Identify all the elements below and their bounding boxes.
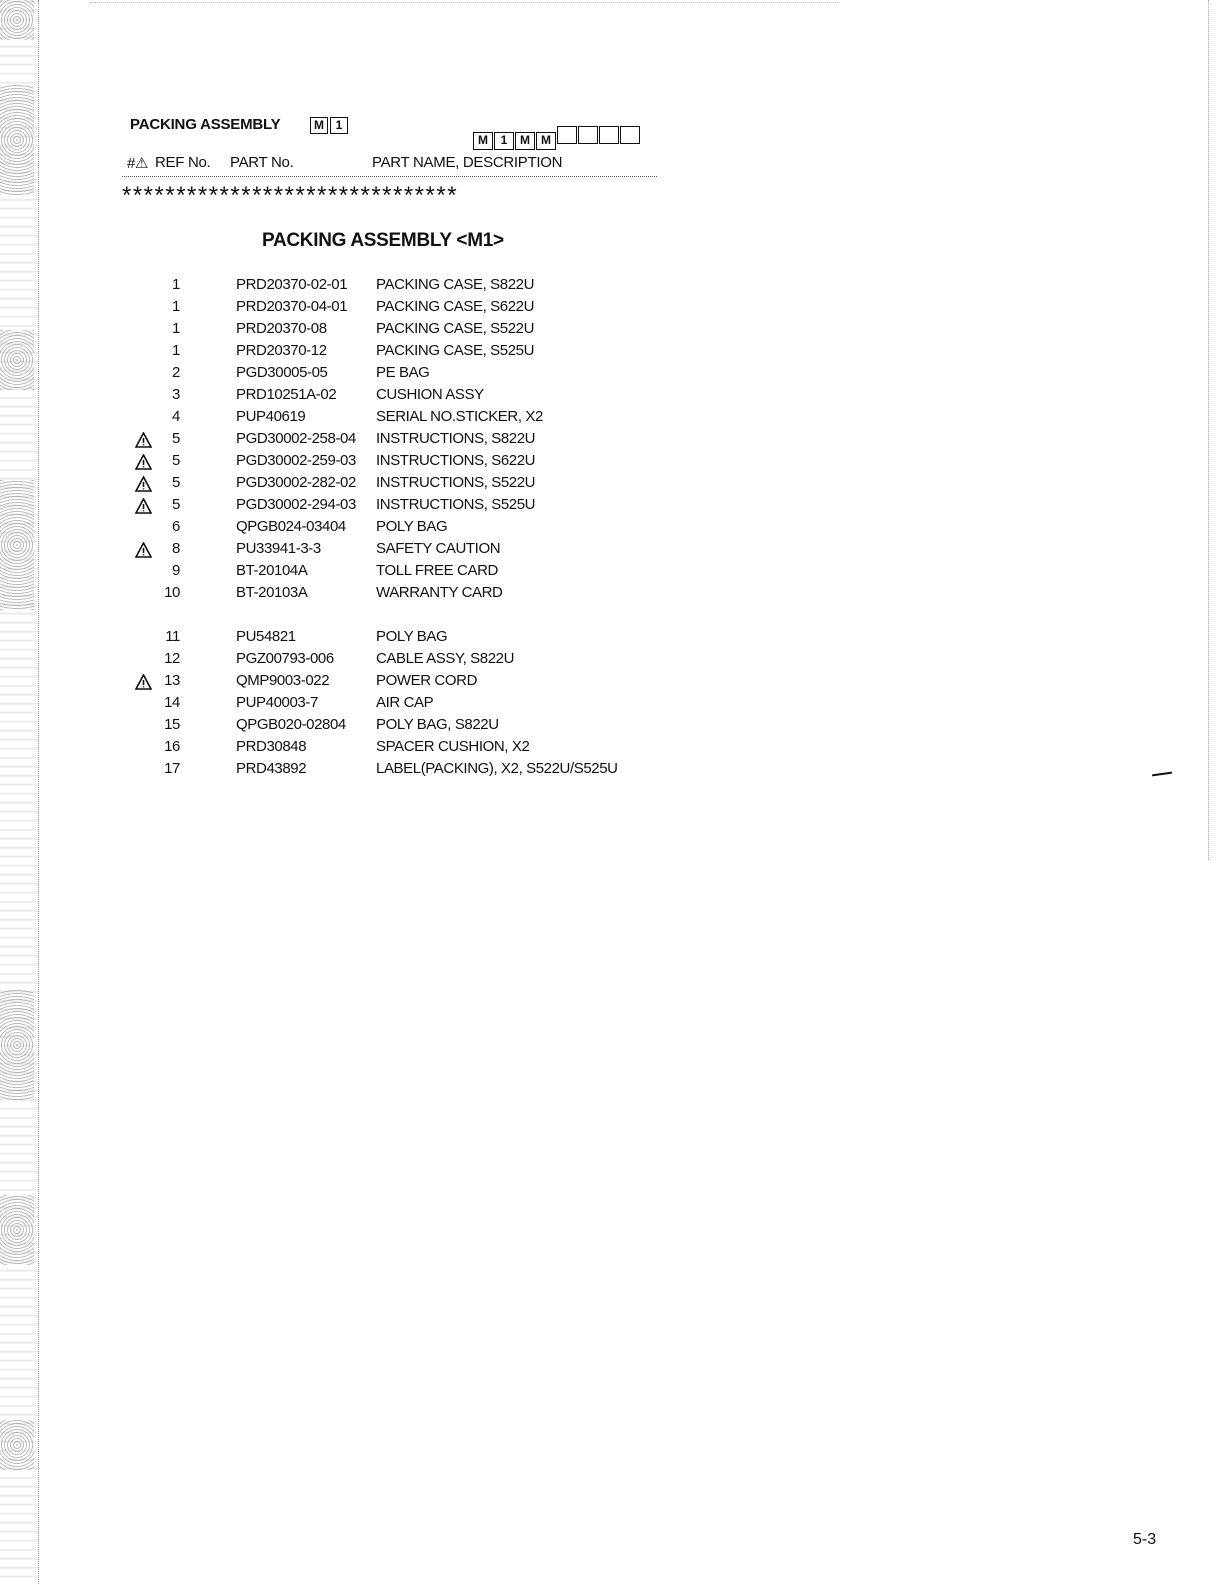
- code-box: M: [515, 132, 535, 150]
- part-number: PU54821: [236, 628, 296, 645]
- asterisk-separator: *******************************: [122, 182, 459, 209]
- part-number: QPGB024-03404: [236, 518, 346, 535]
- parts-row: [0, 540, 700, 562]
- parts-row: [0, 364, 700, 386]
- part-number: PGD30002-258-04: [236, 430, 356, 447]
- part-number: PRD10251A-02: [236, 386, 337, 403]
- parts-row: [0, 628, 700, 650]
- ref-number: 5: [172, 452, 180, 469]
- part-description: INSTRUCTIONS, S522U: [376, 474, 536, 491]
- code-box: [578, 126, 598, 144]
- parts-row: [0, 716, 700, 738]
- part-description: WARRANTY CARD: [376, 584, 503, 601]
- parts-row: [0, 760, 700, 782]
- part-description: INSTRUCTIONS, S622U: [376, 452, 536, 469]
- part-number: BT-20104A: [236, 562, 308, 579]
- badge-box: 1: [330, 117, 348, 134]
- part-description: PACKING CASE, S822U: [376, 276, 535, 293]
- ref-number: 11: [165, 628, 180, 645]
- parts-row: [0, 650, 700, 672]
- ref-number: 8: [172, 540, 180, 557]
- ref-number: 1: [172, 320, 180, 337]
- badge-box: M: [310, 117, 328, 134]
- part-description: PACKING CASE, S525U: [376, 342, 535, 359]
- part-number: PUP40003-7: [236, 694, 318, 711]
- ref-number: 4: [172, 408, 180, 425]
- part-number: PGD30005-05: [236, 364, 328, 381]
- parts-row: [0, 386, 700, 408]
- code-box: M: [536, 132, 556, 150]
- stray-mark: [1152, 772, 1172, 777]
- parts-row: [0, 276, 700, 298]
- part-number: PRD43892: [236, 760, 307, 777]
- part-number: PU33941-3-3: [236, 540, 321, 557]
- part-number: PRD20370-04-01: [236, 298, 348, 315]
- header-divider: [122, 176, 657, 177]
- parts-row: [0, 320, 700, 342]
- ref-number: 5: [172, 496, 180, 513]
- part-description: CABLE ASSY, S822U: [376, 650, 515, 667]
- part-number: PGD30002-294-03: [236, 496, 356, 513]
- ref-number: 3: [172, 386, 180, 403]
- parts-row: [0, 562, 700, 584]
- header-desc: PART NAME, DESCRIPTION: [372, 154, 563, 171]
- part-description: AIR CAP: [376, 694, 434, 711]
- model-code-boxes: [473, 126, 641, 150]
- parts-row: [0, 584, 700, 606]
- parts-row: [0, 430, 700, 452]
- part-description: TOLL FREE CARD: [376, 562, 498, 579]
- part-number: PRD20370-12: [236, 342, 327, 359]
- part-description: POLY BAG: [376, 628, 448, 645]
- parts-row: [0, 496, 700, 518]
- parts-row: [0, 694, 700, 716]
- part-description: SPACER CUSHION, X2: [376, 738, 530, 755]
- header-ref: REF No.: [155, 154, 211, 171]
- part-description: INSTRUCTIONS, S822U: [376, 430, 536, 447]
- ref-number: 17: [164, 760, 180, 777]
- part-number: QPGB020-02804: [236, 716, 346, 733]
- part-number: BT-20103A: [236, 584, 308, 601]
- parts-row: [0, 474, 700, 496]
- header-part: PART No.: [230, 154, 294, 171]
- section-badge: [310, 116, 350, 134]
- ref-number: 5: [172, 474, 180, 491]
- part-number: PGD30002-259-03: [236, 452, 356, 469]
- code-box: [620, 126, 640, 144]
- part-description: SAFETY CAUTION: [376, 540, 501, 557]
- part-description: PACKING CASE, S522U: [376, 320, 535, 337]
- part-description: LABEL(PACKING), X2, S522U/S525U: [376, 760, 618, 777]
- ref-number: 16: [164, 738, 180, 755]
- ref-number: 1: [172, 342, 180, 359]
- part-description: PE BAG: [376, 364, 430, 381]
- parts-row: [0, 672, 700, 694]
- code-box: [599, 126, 619, 144]
- header-symbol: #⚠: [127, 155, 149, 172]
- parts-row: [0, 518, 700, 540]
- part-number: QMP9003-022: [236, 672, 330, 689]
- ref-number: 12: [164, 650, 180, 667]
- part-number: PRD20370-08: [236, 320, 327, 337]
- part-number: PRD20370-02-01: [236, 276, 348, 293]
- ref-number: 10: [164, 584, 180, 601]
- scan-edge-right: [1208, 0, 1210, 860]
- parts-row: [0, 452, 700, 474]
- code-box: 1: [494, 132, 514, 150]
- parts-row: [0, 408, 700, 430]
- section-title: PACKING ASSEMBLY: [130, 116, 281, 133]
- part-number: PUP40619: [236, 408, 306, 425]
- part-description: PACKING CASE, S622U: [376, 298, 535, 315]
- assembly-title: PACKING ASSEMBLY <M1>: [262, 230, 504, 251]
- part-number: PRD30848: [236, 738, 307, 755]
- part-description: POWER CORD: [376, 672, 478, 689]
- part-description: CUSHION ASSY: [376, 386, 484, 403]
- parts-row: [0, 738, 700, 760]
- code-box: M: [473, 132, 493, 150]
- ref-number: 14: [164, 694, 180, 711]
- page-number: 5-3: [1133, 1531, 1157, 1548]
- part-description: INSTRUCTIONS, S525U: [376, 496, 536, 513]
- ref-number: 15: [164, 716, 180, 733]
- parts-row: [0, 342, 700, 364]
- part-description: SERIAL NO.STICKER, X2: [376, 408, 543, 425]
- ref-number: 9: [172, 562, 180, 579]
- scan-edge-left: [0, 0, 39, 1584]
- ref-number: 5: [172, 430, 180, 447]
- ref-number: 1: [172, 298, 180, 315]
- part-number: PGZ00793-006: [236, 650, 334, 667]
- ref-number: 2: [172, 364, 180, 381]
- ref-number: 13: [164, 672, 180, 689]
- code-box: [557, 126, 577, 144]
- part-description: POLY BAG: [376, 518, 448, 535]
- ref-number: 6: [172, 518, 180, 535]
- part-number: PGD30002-282-02: [236, 474, 356, 491]
- scan-top-edge: [90, 2, 840, 4]
- parts-row: [0, 298, 700, 320]
- ref-number: 1: [172, 276, 180, 293]
- part-description: POLY BAG, S822U: [376, 716, 499, 733]
